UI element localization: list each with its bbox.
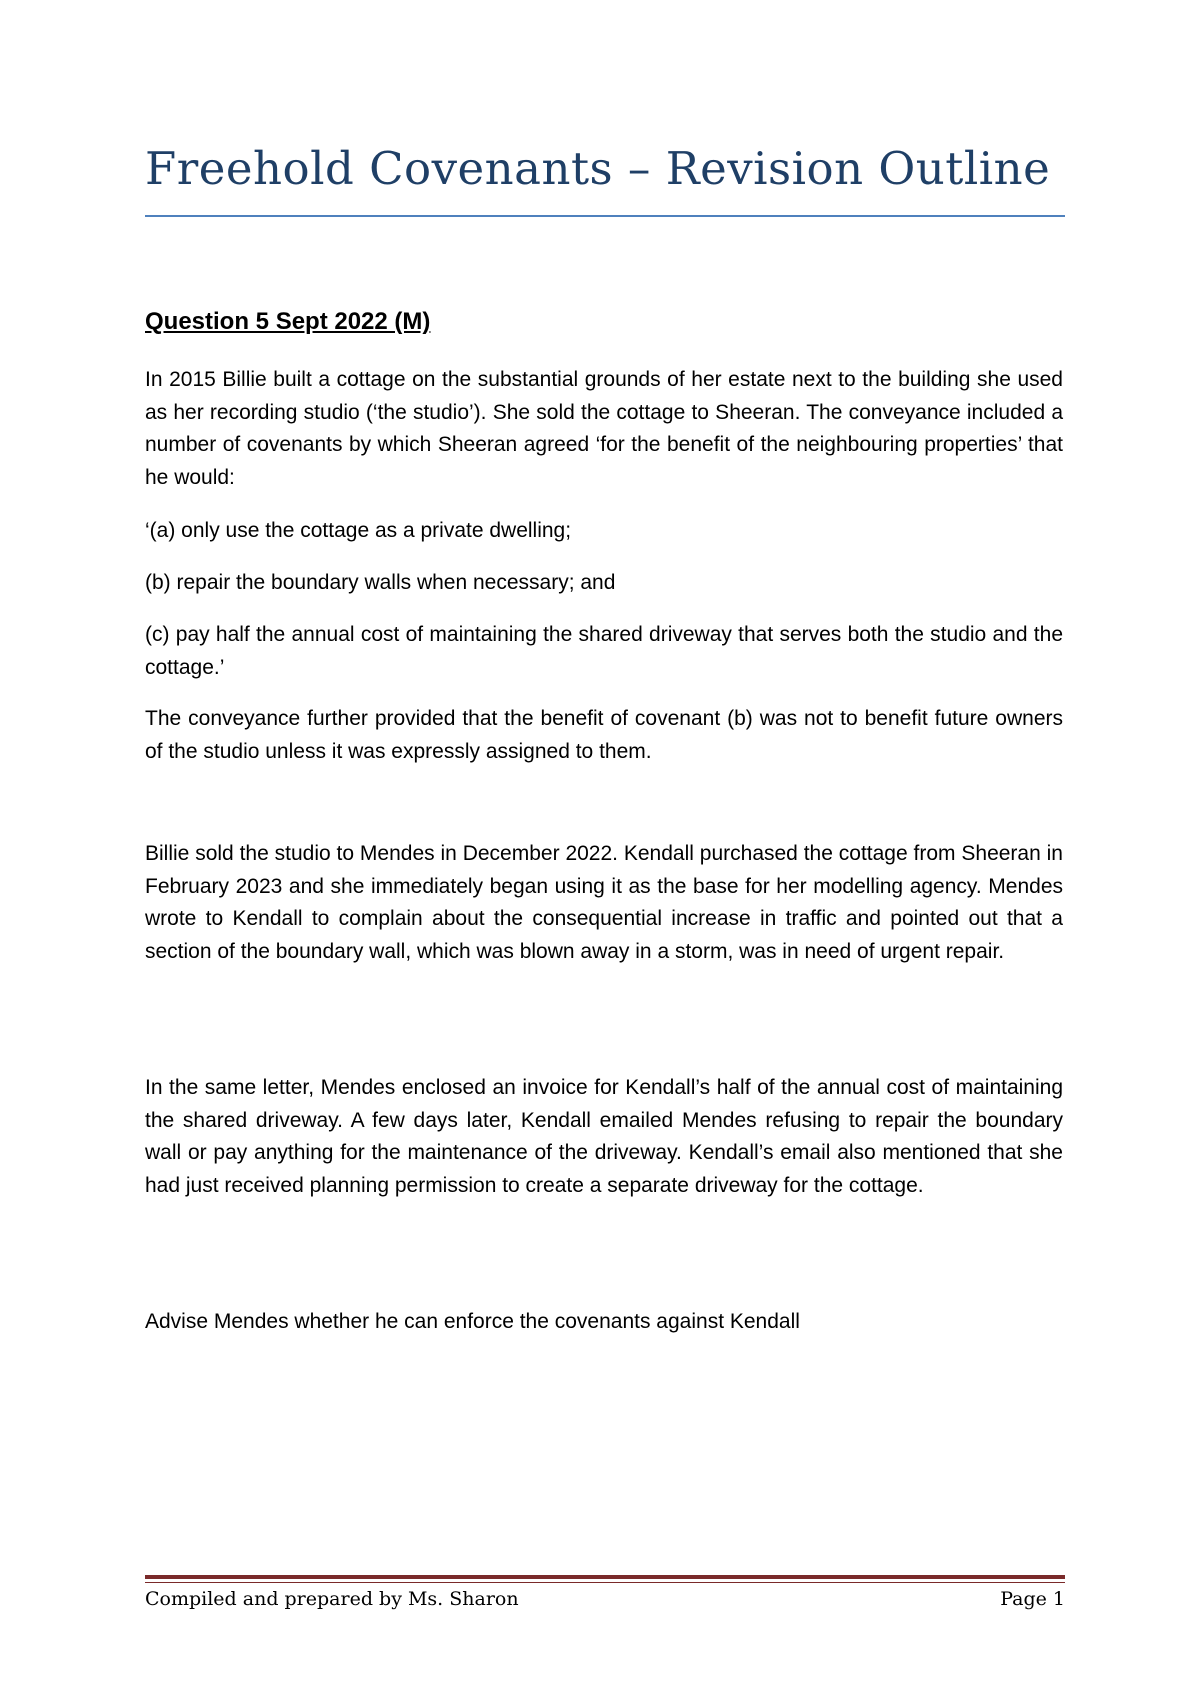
page-number: Page 1 <box>1000 1588 1065 1610</box>
question-heading: Question 5 Sept 2022 (M) <box>145 308 431 335</box>
covenant-b: (b) repair the boundary walls when necessary; and <box>145 571 616 594</box>
footer-rule-thin <box>145 1582 1065 1583</box>
footer-rule <box>145 1575 1065 1579</box>
question-instruction: Advise Mendes whether he can enforce the covenants against Kendall <box>145 1310 800 1333</box>
covenant-a: ‘(a) only use the cottage as a private dwelling; <box>145 519 572 542</box>
footer-credit: Compiled and prepared by Ms. Sharon <box>145 1588 519 1610</box>
paragraph-intro: In 2015 Billie built a cottage on the substantial grounds of her estate next to the building she used as her recording studio (‘the studio’). She sold the cottage to Sheeran. The conveyance included a number of covenants by which Sheeran agreed ‘for the benefit of the neighbouring properties’ that he would: <box>145 368 1063 489</box>
paragraph-covenant-b-note: The conveyance further provided that the benefit of covenant (b) was not to benefit future owners of the studio unless it was expressly assigned to them. <box>145 707 1063 763</box>
paragraph-letter: In the same letter, Mendes enclosed an invoice for Kendall’s half of the annual cost of maintaining the shared driveway. A few days later, Kendall emailed Mendes refusing to repair the boundary wall or pay anything for the maintenance of the driveway. Kendall’s email also mentioned that she had just received planning permission to create a separate driveway for the cottage. <box>145 1076 1063 1197</box>
covenant-c: (c) pay half the annual cost of maintaining the shared driveway that serves both the studio and the cottage.’ <box>145 623 1063 679</box>
title-underline <box>145 215 1065 217</box>
page-title: Freehold Covenants – Revision Outline <box>145 142 1051 195</box>
paragraph-facts: Billie sold the studio to Mendes in December 2022. Kendall purchased the cottage from Sheeran in February 2023 and she immediately began using it as the base for her modelling agency. Mendes wrote to Kendall to complain about the consequential increase in traffic and pointed out that a section of the boundary wall, which was blown away in a storm, was in need of urgent repair. <box>145 842 1063 963</box>
